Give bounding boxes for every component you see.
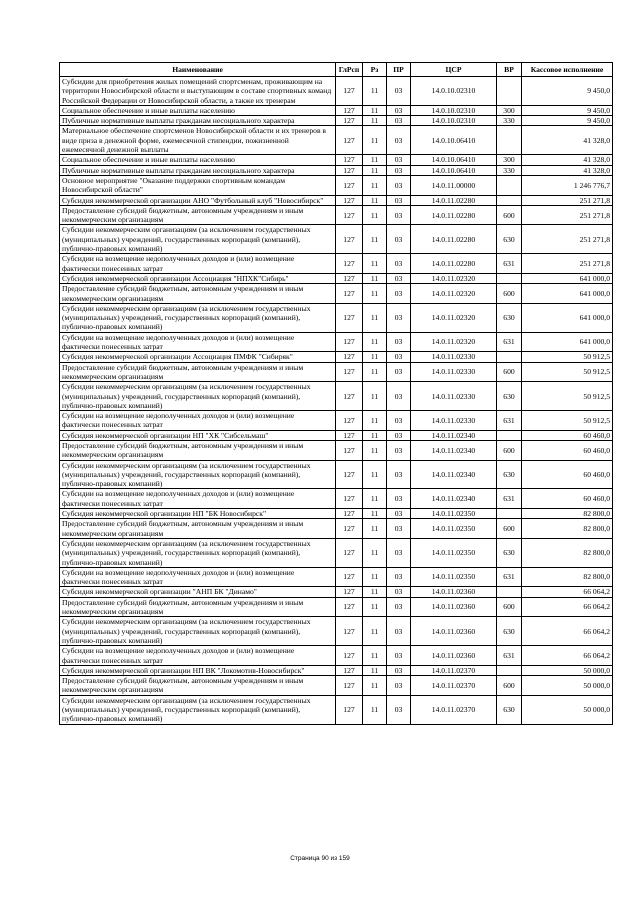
- table-row: [60, 382, 613, 411]
- cell-vr: 631: [497, 567, 522, 587]
- cell-rz: 11: [363, 587, 387, 597]
- cell-name: Публичные нормативные выплаты гражданам несоциального характера: [60, 165, 336, 175]
- cell-amount: 50 912,5: [522, 411, 613, 431]
- cell-rz: 11: [363, 567, 387, 587]
- cell-amount: 60 460,0: [522, 430, 613, 440]
- cell-pr: 03: [387, 509, 411, 519]
- cell-vr: 630: [497, 303, 522, 332]
- table-row: [60, 225, 613, 254]
- cell-csr: 14.0.10.06410: [411, 155, 497, 165]
- cell-grbs: 127: [336, 254, 363, 274]
- cell-name: Субсидии некоммерческим организациям (за исключением государственных (муниципальных) учреждений, государственных корпораций (компаний), публично-правовых компаний): [60, 303, 336, 332]
- cell-pr: 03: [387, 617, 411, 646]
- cell-pr: 03: [387, 676, 411, 696]
- cell-pr: 03: [387, 646, 411, 666]
- cell-grbs: 127: [336, 352, 363, 362]
- cell-rz: 11: [363, 332, 387, 352]
- cell-csr: 14.0.11.02280: [411, 254, 497, 274]
- cell-grbs: 127: [336, 303, 363, 332]
- cell-csr: 14.0.10.02310: [411, 105, 497, 115]
- cell-pr: 03: [387, 77, 411, 106]
- table-row: [60, 440, 613, 460]
- header-name: Наименование: [60, 63, 336, 77]
- cell-vr: 630: [497, 225, 522, 254]
- header-csr: ЦСР: [411, 63, 497, 77]
- cell-csr: 14.0.11.02330: [411, 352, 497, 362]
- cell-csr: 14.0.11.02320: [411, 273, 497, 283]
- cell-amount: 641 000,0: [522, 332, 613, 352]
- cell-name: Субсидия некоммерческой организации НП "ХК "Сибсельмаш": [60, 430, 336, 440]
- cell-amount: 641 000,0: [522, 273, 613, 283]
- cell-amount: 251 271,8: [522, 225, 613, 254]
- cell-amount: 9 450,0: [522, 77, 613, 106]
- cell-csr: 14.0.11.02360: [411, 646, 497, 666]
- cell-pr: 03: [387, 126, 411, 155]
- table-row: [60, 254, 613, 274]
- cell-vr: [497, 126, 522, 155]
- cell-grbs: 127: [336, 116, 363, 126]
- table-row: [60, 77, 613, 106]
- cell-pr: 03: [387, 597, 411, 617]
- cell-csr: 14.0.11.02370: [411, 695, 497, 724]
- cell-pr: 03: [387, 205, 411, 225]
- table-row: [60, 430, 613, 440]
- cell-name: Субсидии некоммерческим организациям (за исключением государственных (муниципальных) учреждений, государственных корпораций (компаний), публично-правовых компаний): [60, 382, 336, 411]
- table-row: [60, 509, 613, 519]
- cell-amount: 41 328,0: [522, 165, 613, 175]
- header-amount: Кассовое исполнение: [522, 63, 613, 77]
- cell-pr: 03: [387, 195, 411, 205]
- cell-csr: 14.0.11.02330: [411, 362, 497, 382]
- cell-amount: 641 000,0: [522, 303, 613, 332]
- table-row: [60, 665, 613, 675]
- cell-pr: 03: [387, 105, 411, 115]
- cell-amount: 641 000,0: [522, 284, 613, 304]
- cell-amount: 82 800,0: [522, 567, 613, 587]
- cell-vr: 600: [497, 519, 522, 539]
- cell-vr: 330: [497, 165, 522, 175]
- cell-name: Предоставление субсидий бюджетным, автономным учреждениям и иным некоммерческим организациям: [60, 362, 336, 382]
- cell-amount: 50 912,5: [522, 352, 613, 362]
- cell-csr: 14.0.11.02360: [411, 617, 497, 646]
- cell-csr: 14.0.11.02350: [411, 567, 497, 587]
- cell-rz: 11: [363, 509, 387, 519]
- table-row: [60, 519, 613, 539]
- table-row: [60, 617, 613, 646]
- cell-amount: 1 246 776,7: [522, 175, 613, 195]
- cell-name: Субсидии на возмещение недополученных доходов и (или) возмещение фактически понесенных затрат: [60, 646, 336, 666]
- cell-grbs: 127: [336, 587, 363, 597]
- cell-csr: 14.0.11.02340: [411, 489, 497, 509]
- cell-name: Субсидия некоммерческой организации Ассоциация ПМФК "Сибиряк": [60, 352, 336, 362]
- table-row: [60, 695, 613, 724]
- table-row: [60, 165, 613, 175]
- cell-grbs: 127: [336, 665, 363, 675]
- table-row: [60, 646, 613, 666]
- cell-amount: 60 460,0: [522, 440, 613, 460]
- cell-vr: 631: [497, 646, 522, 666]
- table-row: [60, 105, 613, 115]
- cell-rz: 11: [363, 597, 387, 617]
- table-row: [60, 489, 613, 509]
- cell-name: Субсидии на возмещение недополученных доходов и (или) возмещение фактически понесенных затрат: [60, 332, 336, 352]
- cell-grbs: 127: [336, 126, 363, 155]
- cell-csr: 14.0.11.02370: [411, 676, 497, 696]
- cell-name: Субсидии некоммерческим организациям (за исключением государственных (муниципальных) учреждений, государственных корпораций (компаний), публично-правовых компаний): [60, 460, 336, 489]
- cell-name: Субсидия некоммерческой организации Ассоциация "НПХК"Сибирь": [60, 273, 336, 283]
- cell-pr: 03: [387, 695, 411, 724]
- cell-vr: [497, 430, 522, 440]
- table-row: [60, 567, 613, 587]
- table-row: [60, 116, 613, 126]
- cell-csr: 14.0.11.00000: [411, 175, 497, 195]
- cell-pr: 03: [387, 587, 411, 597]
- cell-name: Субсидии на возмещение недополученных доходов и (или) возмещение фактически понесенных затрат: [60, 254, 336, 274]
- cell-csr: 14.0.11.02350: [411, 538, 497, 567]
- table-row: [60, 352, 613, 362]
- cell-grbs: 127: [336, 332, 363, 352]
- cell-name: Субсидии некоммерческим организациям (за исключением государственных (муниципальных) учреждений, государственных корпораций (компаний), публично-правовых компаний): [60, 617, 336, 646]
- cell-pr: 03: [387, 332, 411, 352]
- cell-grbs: 127: [336, 155, 363, 165]
- cell-rz: 11: [363, 430, 387, 440]
- cell-pr: 03: [387, 175, 411, 195]
- cell-grbs: 127: [336, 597, 363, 617]
- cell-name: Субсидия некоммерческой организации АНО "Футбольный клуб "Новосибирск": [60, 195, 336, 205]
- cell-pr: 03: [387, 352, 411, 362]
- cell-vr: [497, 175, 522, 195]
- cell-vr: 600: [497, 205, 522, 225]
- cell-pr: 03: [387, 665, 411, 675]
- cell-name: Субсидия некоммерческой организации "АНП БК "Динамо": [60, 587, 336, 597]
- cell-rz: 11: [363, 77, 387, 106]
- table-row: [60, 597, 613, 617]
- table-row: [60, 332, 613, 352]
- table-row: [60, 587, 613, 597]
- cell-rz: 11: [363, 489, 387, 509]
- cell-rz: 11: [363, 254, 387, 274]
- cell-vr: [497, 273, 522, 283]
- cell-name: Субсидии некоммерческим организациям (за исключением государственных (муниципальных) учреждений, государственных корпораций (компаний), публично-правовых компаний): [60, 695, 336, 724]
- table-row: [60, 460, 613, 489]
- cell-vr: 631: [497, 489, 522, 509]
- cell-pr: 03: [387, 155, 411, 165]
- cell-amount: 41 328,0: [522, 126, 613, 155]
- cell-vr: 630: [497, 460, 522, 489]
- cell-rz: 11: [363, 460, 387, 489]
- cell-vr: 600: [497, 362, 522, 382]
- cell-vr: [497, 77, 522, 106]
- cell-amount: 50 912,5: [522, 362, 613, 382]
- cell-name: Материальное обеспечение спортсменов Новосибирской области и их тренеров в виде приза в денежной форме, ежемесячной стипендии, пожизненной ежемесячной денежной выплаты: [60, 126, 336, 155]
- table-row: [60, 205, 613, 225]
- cell-grbs: 127: [336, 489, 363, 509]
- table-row: [60, 362, 613, 382]
- cell-csr: 14.0.10.02310: [411, 77, 497, 106]
- cell-csr: 14.0.10.06410: [411, 126, 497, 155]
- cell-pr: 03: [387, 489, 411, 509]
- cell-amount: 60 460,0: [522, 460, 613, 489]
- cell-vr: [497, 352, 522, 362]
- cell-csr: 14.0.10.02310: [411, 116, 497, 126]
- cell-csr: 14.0.11.02360: [411, 587, 497, 597]
- header-vr: ВР: [497, 63, 522, 77]
- cell-amount: 251 271,8: [522, 205, 613, 225]
- cell-grbs: 127: [336, 382, 363, 411]
- cell-grbs: 127: [336, 676, 363, 696]
- cell-vr: 300: [497, 155, 522, 165]
- cell-amount: 50 912,5: [522, 382, 613, 411]
- cell-pr: 03: [387, 411, 411, 431]
- cell-vr: 600: [497, 284, 522, 304]
- cell-csr: 14.0.11.02340: [411, 440, 497, 460]
- table-body: [60, 77, 613, 725]
- cell-rz: 11: [363, 538, 387, 567]
- header-rz: Рз: [363, 63, 387, 77]
- budget-table: [59, 62, 613, 725]
- cell-vr: 631: [497, 332, 522, 352]
- cell-rz: 11: [363, 155, 387, 165]
- cell-grbs: 127: [336, 225, 363, 254]
- cell-pr: 03: [387, 538, 411, 567]
- cell-grbs: 127: [336, 175, 363, 195]
- cell-rz: 11: [363, 273, 387, 283]
- cell-amount: 41 328,0: [522, 155, 613, 165]
- cell-vr: [497, 195, 522, 205]
- table-row: [60, 195, 613, 205]
- cell-pr: 03: [387, 116, 411, 126]
- cell-amount: 50 000,0: [522, 695, 613, 724]
- cell-rz: 11: [363, 646, 387, 666]
- cell-vr: [497, 509, 522, 519]
- cell-vr: 630: [497, 382, 522, 411]
- cell-amount: 9 450,0: [522, 116, 613, 126]
- cell-amount: 9 450,0: [522, 105, 613, 115]
- cell-rz: 11: [363, 195, 387, 205]
- cell-pr: 03: [387, 273, 411, 283]
- cell-grbs: 127: [336, 567, 363, 587]
- cell-vr: [497, 587, 522, 597]
- page-number: Страница 90 из 159: [290, 855, 350, 862]
- cell-name: Публичные нормативные выплаты гражданам несоциального характера: [60, 116, 336, 126]
- cell-amount: 66 064,2: [522, 646, 613, 666]
- cell-grbs: 127: [336, 646, 363, 666]
- cell-grbs: 127: [336, 165, 363, 175]
- cell-amount: 82 800,0: [522, 509, 613, 519]
- cell-name: Субсидии на возмещение недополученных доходов и (или) возмещение фактически понесенных затрат: [60, 411, 336, 431]
- cell-rz: 11: [363, 303, 387, 332]
- cell-name: Субсидия некоммерческой организации НП ВК "Локомотив-Новосибирск": [60, 665, 336, 675]
- table-row: [60, 175, 613, 195]
- cell-vr: 630: [497, 538, 522, 567]
- table-row: [60, 303, 613, 332]
- cell-pr: 03: [387, 519, 411, 539]
- table-row: [60, 155, 613, 165]
- cell-grbs: 127: [336, 362, 363, 382]
- cell-rz: 11: [363, 411, 387, 431]
- cell-rz: 11: [363, 519, 387, 539]
- cell-vr: 600: [497, 597, 522, 617]
- cell-csr: 14.0.11.02330: [411, 382, 497, 411]
- cell-vr: 600: [497, 676, 522, 696]
- cell-rz: 11: [363, 676, 387, 696]
- cell-csr: 14.0.11.02280: [411, 225, 497, 254]
- cell-csr: 14.0.11.02320: [411, 332, 497, 352]
- cell-name: Субсидии некоммерческим организациям (за исключением государственных (муниципальных) учреждений, государственных корпораций (компаний), публично-правовых компаний): [60, 538, 336, 567]
- table-row: [60, 411, 613, 431]
- cell-amount: 60 460,0: [522, 489, 613, 509]
- cell-rz: 11: [363, 440, 387, 460]
- header-pr: ПР: [387, 63, 411, 77]
- cell-vr: [497, 665, 522, 675]
- cell-grbs: 127: [336, 273, 363, 283]
- cell-rz: 11: [363, 695, 387, 724]
- cell-rz: 11: [363, 105, 387, 115]
- cell-csr: 14.0.11.02350: [411, 519, 497, 539]
- cell-pr: 03: [387, 460, 411, 489]
- cell-vr: 631: [497, 411, 522, 431]
- cell-name: Предоставление субсидий бюджетным, автономным учреждениям и иным некоммерческим организациям: [60, 597, 336, 617]
- cell-grbs: 127: [336, 509, 363, 519]
- cell-grbs: 127: [336, 284, 363, 304]
- cell-amount: 251 271,8: [522, 195, 613, 205]
- cell-grbs: 127: [336, 195, 363, 205]
- cell-grbs: 127: [336, 460, 363, 489]
- cell-name: Субсидии для приобретения жилых помещений спортсменам, проживающим на территории Новосибирской области и выступающим в составе спортивных команд Российской Федерации от Новосибирской области, а также их тренерам: [60, 77, 336, 106]
- cell-rz: 11: [363, 617, 387, 646]
- cell-vr: 630: [497, 695, 522, 724]
- cell-grbs: 127: [336, 105, 363, 115]
- cell-vr: 300: [497, 105, 522, 115]
- cell-pr: 03: [387, 284, 411, 304]
- cell-amount: 66 064,2: [522, 617, 613, 646]
- cell-rz: 11: [363, 126, 387, 155]
- cell-grbs: 127: [336, 695, 363, 724]
- cell-csr: 14.0.11.02370: [411, 665, 497, 675]
- cell-pr: 03: [387, 440, 411, 460]
- table-row: [60, 273, 613, 283]
- cell-pr: 03: [387, 382, 411, 411]
- cell-grbs: 127: [336, 77, 363, 106]
- cell-amount: 66 064,2: [522, 597, 613, 617]
- cell-rz: 11: [363, 165, 387, 175]
- cell-vr: 600: [497, 440, 522, 460]
- cell-amount: 50 000,0: [522, 665, 613, 675]
- cell-name: Основное мероприятие "Оказание поддержки спортивным командам Новосибирской области": [60, 175, 336, 195]
- cell-name: Субсидии на возмещение недополученных доходов и (или) возмещение фактически понесенных затрат: [60, 567, 336, 587]
- cell-name: Субсидии некоммерческим организациям (за исключением государственных (муниципальных) учреждений, государственных корпораций (компаний), публично-правовых компаний): [60, 225, 336, 254]
- cell-pr: 03: [387, 567, 411, 587]
- cell-grbs: 127: [336, 538, 363, 567]
- cell-rz: 11: [363, 116, 387, 126]
- header-grbs: ГлРсп: [336, 63, 363, 77]
- cell-rz: 11: [363, 175, 387, 195]
- cell-amount: 66 064,2: [522, 587, 613, 597]
- cell-pr: 03: [387, 362, 411, 382]
- cell-rz: 11: [363, 665, 387, 675]
- cell-rz: 11: [363, 362, 387, 382]
- table-row: [60, 676, 613, 696]
- cell-pr: 03: [387, 303, 411, 332]
- cell-csr: 14.0.11.02330: [411, 411, 497, 431]
- cell-csr: 14.0.11.02350: [411, 509, 497, 519]
- cell-pr: 03: [387, 225, 411, 254]
- cell-csr: 14.0.11.02280: [411, 195, 497, 205]
- cell-rz: 11: [363, 382, 387, 411]
- cell-name: Предоставление субсидий бюджетным, автономным учреждениям и иным некоммерческим организациям: [60, 440, 336, 460]
- cell-vr: 330: [497, 116, 522, 126]
- cell-csr: 14.0.11.02320: [411, 303, 497, 332]
- cell-csr: 14.0.11.02340: [411, 460, 497, 489]
- cell-amount: 82 800,0: [522, 519, 613, 539]
- cell-rz: 11: [363, 225, 387, 254]
- cell-pr: 03: [387, 430, 411, 440]
- table-row: [60, 284, 613, 304]
- cell-vr: 630: [497, 617, 522, 646]
- cell-rz: 11: [363, 205, 387, 225]
- cell-csr: 14.0.11.02360: [411, 597, 497, 617]
- cell-name: Социальное обеспечение и иные выплаты населению: [60, 105, 336, 115]
- cell-name: Предоставление субсидий бюджетным, автономным учреждениям и иным некоммерческим организациям: [60, 284, 336, 304]
- cell-csr: 14.0.11.02320: [411, 284, 497, 304]
- cell-csr: 14.0.11.02340: [411, 430, 497, 440]
- cell-rz: 11: [363, 352, 387, 362]
- cell-rz: 11: [363, 284, 387, 304]
- cell-name: Субсидия некоммерческой организации НП "БК Новосибирск": [60, 509, 336, 519]
- cell-amount: 82 800,0: [522, 538, 613, 567]
- cell-grbs: 127: [336, 519, 363, 539]
- cell-grbs: 127: [336, 440, 363, 460]
- table-row: [60, 538, 613, 567]
- cell-name: Субсидии на возмещение недополученных доходов и (или) возмещение фактически понесенных затрат: [60, 489, 336, 509]
- table-row: [60, 126, 613, 155]
- table-header-row: [60, 63, 613, 77]
- cell-name: Предоставление субсидий бюджетным, автономным учреждениям и иным некоммерческим организациям: [60, 676, 336, 696]
- cell-grbs: 127: [336, 430, 363, 440]
- cell-name: Предоставление субсидий бюджетным, автономным учреждениям и иным некоммерческим организациям: [60, 519, 336, 539]
- cell-vr: 631: [497, 254, 522, 274]
- cell-grbs: 127: [336, 617, 363, 646]
- cell-name: Предоставление субсидий бюджетным, автономным учреждениям и иным некоммерческим организациям: [60, 205, 336, 225]
- cell-pr: 03: [387, 254, 411, 274]
- cell-pr: 03: [387, 165, 411, 175]
- cell-grbs: 127: [336, 205, 363, 225]
- cell-csr: 14.0.11.02280: [411, 205, 497, 225]
- cell-grbs: 127: [336, 411, 363, 431]
- cell-name: Социальное обеспечение и иные выплаты населению: [60, 155, 336, 165]
- cell-csr: 14.0.10.06410: [411, 165, 497, 175]
- cell-amount: 50 000,0: [522, 676, 613, 696]
- cell-amount: 251 271,8: [522, 254, 613, 274]
